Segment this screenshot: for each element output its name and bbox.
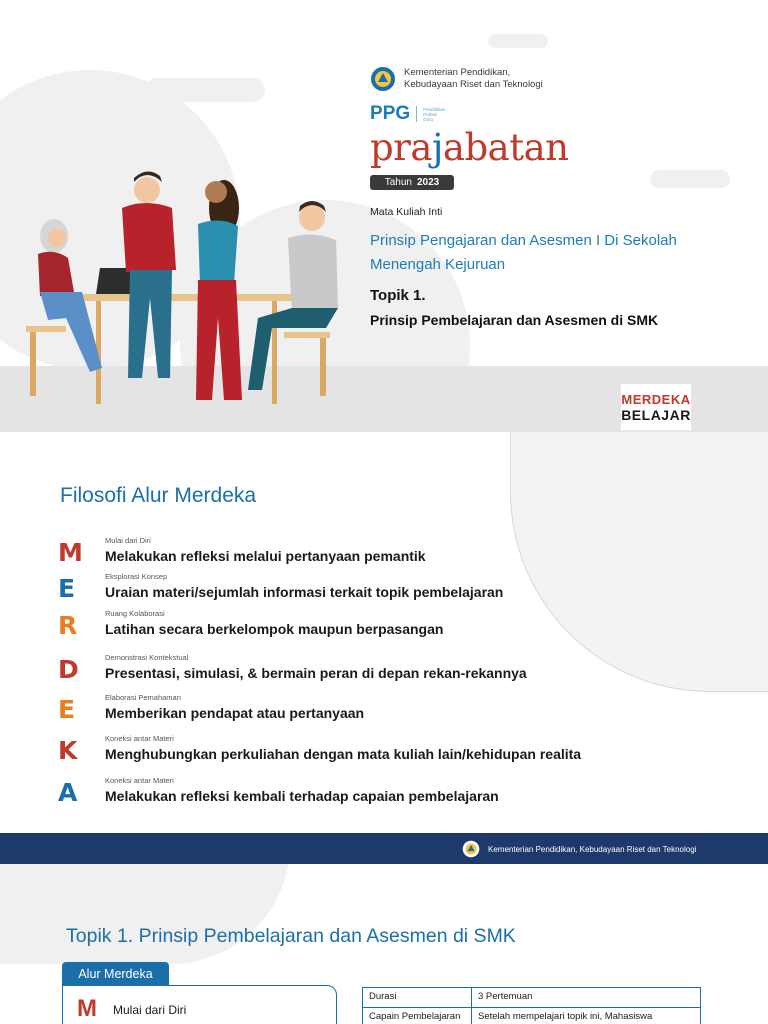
chair-seat: [284, 332, 330, 338]
chair-leg: [30, 328, 36, 396]
brand-part: pra: [370, 126, 432, 169]
footer-ministry-text: Kementerian Pendidikan, Kebudayaan Riset dan Teknologi: [488, 844, 697, 854]
shirt-shape: [38, 252, 74, 296]
topik-slide-title: Topik 1. Prinsip Pembelajaran dan Asesmen di SMK: [66, 925, 516, 947]
step-caption: Koneksi antar Materi: [105, 776, 174, 785]
table-key: Durasi: [363, 988, 472, 1008]
pants-shape: [196, 280, 242, 400]
ppg-sub-1: Pendidikan: [423, 106, 446, 112]
step-description: Presentasi, simulasi, & bermain peran di depan rekan-rekannya: [105, 665, 527, 681]
cloud-shape: [488, 34, 548, 48]
sweater-shape: [288, 234, 338, 314]
ppg-sub-3: Guru: [423, 116, 434, 122]
background-blob: [0, 864, 290, 964]
step-letter-icon: A: [58, 778, 78, 807]
chair-seat: [26, 326, 66, 332]
table-value: Setelah mempelajari topik ini, Mahasiswa: [472, 1008, 701, 1024]
step-letter-icon: M: [58, 538, 83, 567]
tut-wuri-logo-icon: [462, 840, 480, 858]
ministry-line1: Kementerian Pendidikan,: [404, 67, 511, 78]
step-letter-icon: E: [58, 695, 76, 724]
face-shape: [299, 205, 325, 231]
cloud-shape: [145, 78, 265, 102]
table-key: Capain Pembelajaran: [363, 1008, 472, 1024]
topik-label: Topik 1.: [370, 287, 426, 304]
step-description: Memberikan pendapat atau pertanyaan: [105, 705, 365, 721]
tut-wuri-logo-icon: [370, 66, 396, 92]
chair-leg: [320, 336, 326, 396]
step-description: Melakukan refleksi kembali terhadap capaian pembelajaran: [105, 788, 499, 804]
cloud-shape: [650, 170, 730, 188]
step-caption: Ruang Kolaborasi: [105, 609, 165, 618]
step-letter-icon: M: [77, 995, 97, 1022]
step-description: Latihan secara berkelompok maupun berpasangan: [105, 621, 444, 637]
alur-step-k: [58, 734, 658, 770]
people-discussion-illustration: [22, 168, 352, 413]
filosofi-title: Filosofi Alur Merdeka: [60, 484, 257, 507]
shirt-shape: [122, 203, 176, 272]
step-letter-icon: K: [58, 736, 78, 765]
alur-step-a: [58, 776, 658, 812]
step-description: Melakukan refleksi melalui pertanyaan pemantik: [105, 548, 426, 564]
brand-part: j: [431, 126, 443, 169]
ppg-subtitle: [423, 107, 445, 122]
step-letter-icon: R: [58, 611, 78, 640]
step-description: Uraian materi/sejumlah informasi terkait topik pembelajaran: [105, 584, 504, 600]
shirt-shape: [198, 220, 238, 284]
alur-merdeka-tab: Alur Merdeka: [62, 962, 169, 986]
alur-step-m: [58, 536, 658, 572]
pants-shape: [128, 270, 172, 378]
tahun-badge: [370, 175, 454, 190]
prajabatan-brand: [370, 126, 568, 169]
ministry-line2: Kebudayaan Riset dan Teknologi: [404, 79, 543, 90]
brand-part: abatan: [442, 126, 569, 169]
ppg-label: PPG: [370, 103, 411, 124]
table-value: 3 Pertemuan: [472, 988, 701, 1008]
tahun-label: Tahun: [384, 177, 412, 188]
alur-step-d: [58, 653, 658, 689]
step-caption: Elaborasi Pemahaman: [105, 693, 181, 702]
step-caption: Koneksi antar Materi: [105, 734, 174, 743]
ppg-divider: [416, 106, 417, 122]
ministry-footer-bar: [0, 833, 768, 864]
ministry-header: [370, 66, 543, 92]
step-caption: Mulai dari Diri: [105, 536, 151, 545]
mata-kuliah-title: Prinsip Pengajaran dan Asesmen I Di Sekolah Menengah Kejuruan: [370, 232, 677, 273]
merdeka-logo-line1: MERDEKA: [621, 391, 691, 407]
step-caption: Demonstrasi Kontekstual: [105, 653, 189, 662]
merdeka-logo-line2: BELAJAR: [621, 406, 691, 423]
filosofi-slide: [0, 432, 768, 864]
info-table: [362, 987, 701, 1024]
step-letter-icon: E: [58, 574, 76, 603]
face-shape: [134, 177, 160, 203]
face-shape: [48, 229, 66, 247]
topik-title: Prinsip Pembelajaran dan Asesmen di SMK: [370, 312, 659, 328]
tahun-value: 2023: [417, 177, 440, 188]
panel-step-label: Mulai dari Diri: [113, 1003, 187, 1017]
alur-step-e2: [58, 693, 658, 729]
step-letter-icon: D: [58, 655, 79, 684]
ppg-header: [370, 103, 445, 125]
table-row: [363, 1008, 701, 1024]
table-top: [72, 294, 304, 301]
cover-slide: [0, 0, 768, 432]
face-shape: [205, 181, 227, 203]
alur-step-r: [58, 609, 658, 645]
merdeka-belajar-logo: [621, 384, 691, 430]
ppg-sub-2: Profesi: [423, 111, 438, 117]
step-description: Menghubungkan perkuliahan dengan mata kuliah lain/kehidupan realita: [105, 746, 582, 762]
table-row: [363, 988, 701, 1008]
step-caption: Eksplorasi Konsep: [105, 572, 168, 581]
topik-slide: [0, 864, 768, 1024]
alur-step-e: [58, 572, 658, 608]
alur-merdeka-panel: [62, 985, 337, 1024]
mata-kuliah-label: Mata Kuliah Inti: [370, 206, 443, 218]
